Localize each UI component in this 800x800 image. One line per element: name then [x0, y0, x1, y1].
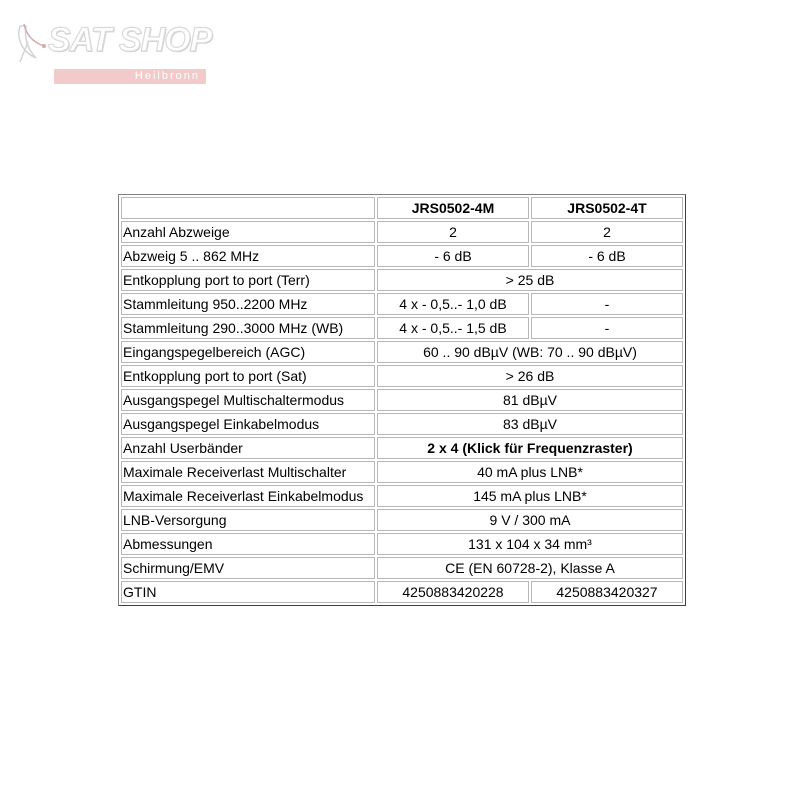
- row-label: Ausgangspegel Einkabelmodus: [121, 413, 375, 435]
- row-value-jrs0502-4m: 4250883420228: [377, 581, 529, 603]
- row-label: Eingangspegelbereich (AGC): [121, 341, 375, 363]
- row-shared-value: > 26 dB: [377, 365, 683, 387]
- row-label: Stammleitung 290..3000 MHz (WB): [121, 317, 375, 339]
- table-row: [121, 245, 683, 267]
- row-value-jrs0502-4t: -: [531, 293, 683, 315]
- logo-title: SAT SHOP: [48, 21, 212, 59]
- row-label: LNB-Versorgung: [121, 509, 375, 531]
- row-shared-value: 81 dBµV: [377, 389, 683, 411]
- row-label: GTIN: [121, 581, 375, 603]
- row-label: Abzweig 5 .. 862 MHz: [121, 245, 375, 267]
- row-label: Entkopplung port to port (Terr): [121, 269, 375, 291]
- row-label: Abmessungen: [121, 533, 375, 555]
- row-shared-value: > 25 dB: [377, 269, 683, 291]
- row-value-jrs0502-4m: - 6 dB: [377, 245, 529, 267]
- header-empty-cell: [121, 197, 375, 219]
- row-value-jrs0502-4t: -: [531, 317, 683, 339]
- logo-subtitle: Heilbronn: [134, 70, 200, 82]
- row-shared-value: 60 .. 90 dBµV (WB: 70 .. 90 dBµV): [377, 341, 683, 363]
- row-label: Schirmung/EMV: [121, 557, 375, 579]
- row-label: Anzahl Abzweige: [121, 221, 375, 243]
- row-label: Entkopplung port to port (Sat): [121, 365, 375, 387]
- table-row: [121, 365, 683, 387]
- row-shared-value: 145 mA plus LNB*: [377, 485, 683, 507]
- table-header-row: [121, 197, 683, 219]
- spec-table: [118, 194, 686, 606]
- spec-table-body: [121, 197, 683, 603]
- row-shared-value: 83 dBµV: [377, 413, 683, 435]
- table-row: [121, 437, 683, 459]
- table-row: [121, 581, 683, 603]
- table-row: [121, 341, 683, 363]
- row-label: Maximale Receiverlast Multischalter: [121, 461, 375, 483]
- row-label: Maximale Receiverlast Einkabelmodus: [121, 485, 375, 507]
- sat-shop-logo: [14, 20, 214, 82]
- table-row: [121, 461, 683, 483]
- row-shared-value: CE (EN 60728-2), Klasse A: [377, 557, 683, 579]
- spec-table-wrapper: [118, 194, 686, 606]
- row-value-jrs0502-4m: 4 x - 0,5..- 1,0 dB: [377, 293, 529, 315]
- row-value-jrs0502-4m: 2: [377, 221, 529, 243]
- row-value-jrs0502-4t: - 6 dB: [531, 245, 683, 267]
- row-value-jrs0502-4m: 4 x - 0,5..- 1,5 dB: [377, 317, 529, 339]
- table-row: [121, 269, 683, 291]
- row-label: Ausgangspegel Multischaltermodus: [121, 389, 375, 411]
- header-jrs0502-4t: JRS0502-4T: [531, 197, 683, 219]
- row-label: Anzahl Userbänder: [121, 437, 375, 459]
- table-row: [121, 413, 683, 435]
- table-row: [121, 509, 683, 531]
- row-value-jrs0502-4t: 4250883420327: [531, 581, 683, 603]
- table-row: [121, 485, 683, 507]
- header-jrs0502-4m: JRS0502-4M: [377, 197, 529, 219]
- row-value-jrs0502-4t: 2: [531, 221, 683, 243]
- table-row: [121, 389, 683, 411]
- table-row: [121, 293, 683, 315]
- row-label: Stammleitung 950..2200 MHz: [121, 293, 375, 315]
- row-shared-value: 40 mA plus LNB*: [377, 461, 683, 483]
- table-row: [121, 221, 683, 243]
- table-row: [121, 533, 683, 555]
- frequency-raster-link[interactable]: 2 x 4 (Klick für Frequenzraster): [377, 437, 683, 459]
- row-shared-value: 9 V / 300 mA: [377, 509, 683, 531]
- table-row: [121, 557, 683, 579]
- row-shared-value: 131 x 104 x 34 mm³: [377, 533, 683, 555]
- table-row: [121, 317, 683, 339]
